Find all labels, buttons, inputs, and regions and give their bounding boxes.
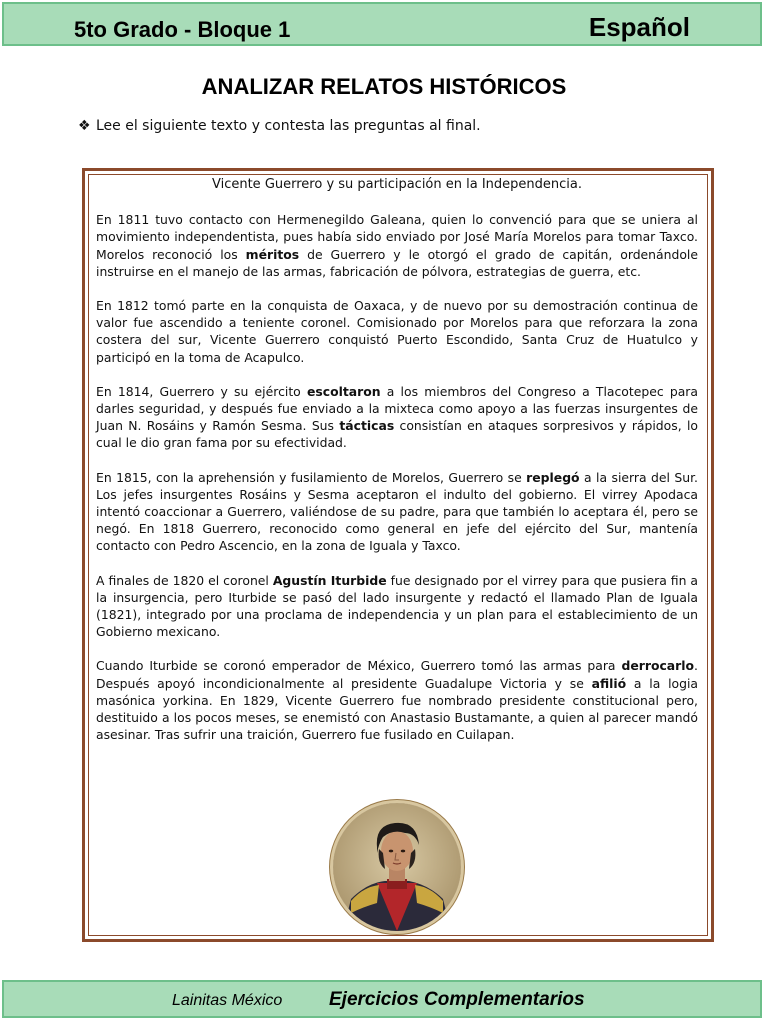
article-paragraph (96, 211, 698, 280)
instruction-text: Lee el siguiente texto y contesta las preguntas al final. (96, 118, 481, 134)
article-content (96, 176, 698, 760)
paragraph-text: En 1812 tomó parte en la conquista de Oaxaca, y de nuevo por su demostración continua de valor fue ascendido a teniente coronel. Comisionado por Morelos para que reforzara la zona costera del sur, Vicente Guerrero conquistó Puerto Escondido, Santa Cruz de Huatulco y participó en la toma de Acapulco. (96, 298, 698, 365)
grade-block-label: 5to Grado - Bloque 1 (74, 17, 291, 42)
emphasized-word: replegó (526, 469, 580, 485)
diamond-bullet-icon: ❖ (78, 118, 91, 134)
paragraph-text: de Guerrero y le otorgó el grado de capitán, ordenándole instruirse en el manejo de las armas, fabricación de pólvora, estrategias de guerra, etc. (96, 246, 698, 279)
footer-publisher: Lainitas México (172, 992, 283, 1009)
paragraph-text: a la sierra del Sur. Los jefes insurgentes Rosáins y Sesma aceptaron el indulto del gobierno. El virrey Apodaca intentó coaccionar a Guerrero, valiéndose de su padre, para que también lo aceptara él, pero se negó. En 1818 Guerrero, reconocido como general en jefe del ejército del Sur, mantenía contacto con Pedro Ascencio, en la zona de Iguala y Taxco. (96, 469, 698, 554)
emphasized-word: tácticas (339, 418, 395, 434)
article-paragraphs (96, 211, 698, 743)
article-paragraph (96, 383, 698, 452)
paragraph-text: fue designado por el virrey para que pusiera fin a la insurgencia, pero Iturbide se pasó del lado insurgente y redactó el llamado Plan de Iguala (1821), integrado por una proclama de independencia y un plan para el establecimiento de un Gobierno mexicano. (96, 572, 698, 640)
footer-section-title: Ejercicios Complementarios (329, 989, 585, 1010)
paragraph-text: a los miembros del Congreso a Tlacotepec para darles seguridad, y después fue enviado a la mixteca como apoyo a las fuerzas insurgentes de Juan N. Rosáins y Ramón Sesma. Sus (96, 383, 698, 434)
page-title: ANALIZAR RELATOS HISTÓRICOS (201, 74, 567, 99)
emphasized-word: afilió (591, 675, 627, 691)
paragraph-text: consistían en ataques sorpresivos y rápidos, lo cual le dio gran fama por su efectividad. (96, 418, 698, 451)
paragraph-text: a la logia masónica yorkina. En 1829, Vicente Guerrero fue nombrado presidente constitucional pero, destituido a los pocos meses, se enemistó con Anastasio Bustamante, a quien al parecer mandó asesinar. Tras sufrir una traición, Guerrero fue fusilado en Cuilapan. (96, 675, 699, 743)
article-paragraph (96, 297, 698, 366)
emphasized-word: méritos (245, 246, 300, 262)
vicente-guerrero-portrait-icon (333, 803, 461, 931)
instruction-line (78, 118, 481, 134)
article-paragraph (96, 657, 698, 743)
emphasized-word: escoltaron (306, 383, 381, 399)
emphasized-word: derrocarlo (621, 658, 695, 674)
article-paragraph (96, 469, 698, 555)
paragraph-text: En 1814, Guerrero y su ejército (96, 383, 307, 399)
header-bar (2, 2, 762, 46)
portrait-image (333, 803, 461, 931)
paragraph-text: En 1815, con la aprehensión y fusilamiento de Morelos, Guerrero se (96, 469, 527, 485)
emphasized-word: Agustín Iturbide (272, 572, 387, 588)
paragraph-text: Cuando Iturbide se coronó emperador de México, Guerrero tomó las armas para (96, 658, 622, 674)
footer-bar (2, 980, 762, 1018)
paragraph-text: . Después apoyó incondicionalmente al presidente Guadalupe Victoria y se (96, 658, 698, 691)
paragraph-text: A finales de 1820 el coronel (96, 572, 273, 588)
article-paragraph (96, 572, 698, 641)
article-heading: Vicente Guerrero y su participación en la Independencia. (211, 177, 582, 192)
subject-label: Español (588, 12, 690, 42)
paragraph-text: En 1811 tuvo contacto con Hermenegildo Galeana, quien lo convenció para que se uniera al movimiento independentista, pues había sido enviado por José María Morelos para tomar Taxco. Morelos reconoció los (96, 212, 698, 262)
